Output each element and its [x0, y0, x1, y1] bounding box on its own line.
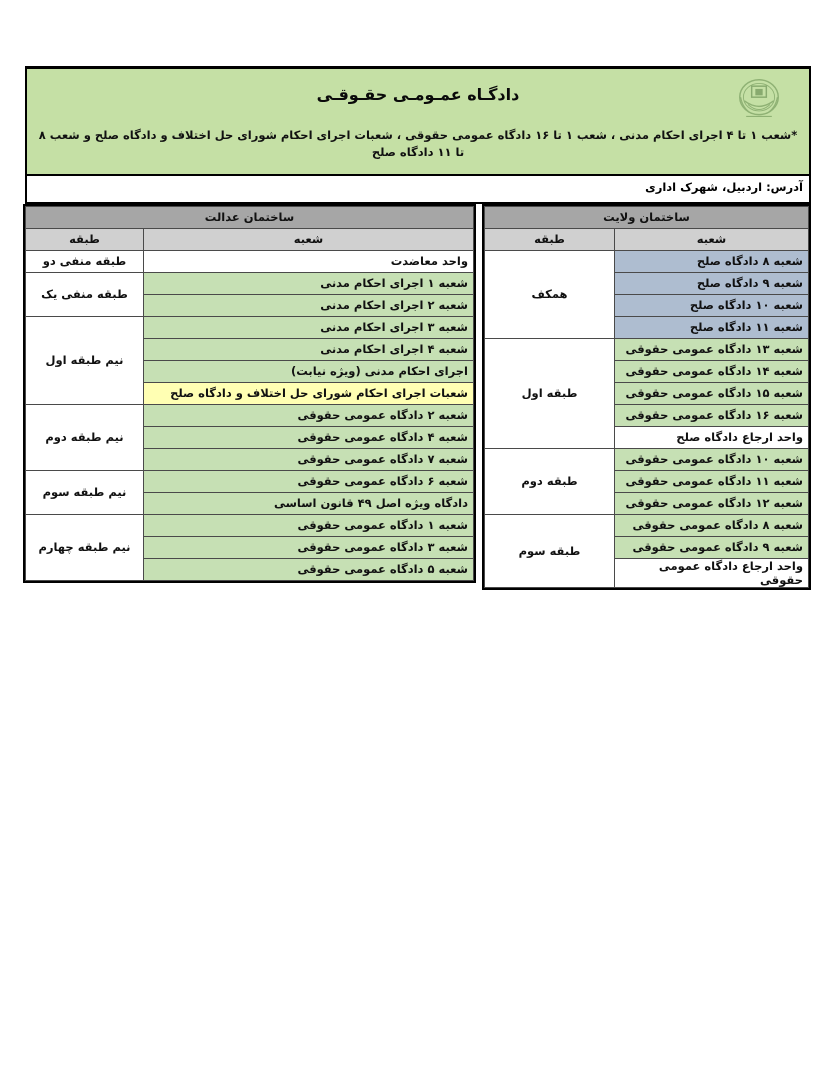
column-header-floor-velayat: طبقه: [484, 228, 614, 250]
building-name-velayat: ساختمان ولایت: [484, 206, 808, 228]
floor-cell: طبقه منفی یک: [25, 272, 143, 316]
floor-cell: طبقه سوم: [484, 514, 614, 587]
branch-cell: شعبه ۱۴ دادگاه عمومی حقوقی: [615, 360, 809, 382]
branch-cell: شعبه ۱۵ دادگاه عمومی حقوقی: [615, 382, 809, 404]
branch-cell: واحد معاضدت: [143, 250, 473, 272]
branch-cell: شعبه ۱۱ دادگاه صلح: [615, 316, 809, 338]
table-row: [484, 448, 808, 470]
floor-cell: نیم طبقه اول: [25, 316, 143, 404]
branch-cell: شعبه ۴ دادگاه عمومی حقوقی: [143, 426, 473, 448]
column-header-branch-velayat: شعبه: [615, 228, 809, 250]
branch-cell: شعبه ۷ دادگاه عمومی حقوقی: [143, 448, 473, 470]
branch-cell: شعبه ۱ دادگاه عمومی حقوقی: [143, 514, 473, 536]
branch-cell: شعبه ۱۱ دادگاه عمومی حقوقی: [615, 470, 809, 492]
building-table-adalat: [23, 204, 476, 583]
floor-cell: طبقه اول: [484, 338, 614, 448]
table-row: [25, 272, 473, 294]
branch-cell: شعبه ۲ اجرای احکام مدنی: [143, 294, 473, 316]
branch-cell: شعبه ۵ دادگاه عمومی حقوقی: [143, 558, 473, 580]
address-strip: [25, 176, 811, 204]
branch-cell: اجرای احکام مدنی (ویژه نیابت): [143, 360, 473, 382]
page-subtitle: *شعب ۱ تا ۴ اجرای احکام مدنی ، شعب ۱ تا ۱۶ دادگاه عمومی حقوقی ، شعبات اجرای احکام شورای حل اختلاف و دادگاه صلح و شعب ۸ تا ۱۱ دادگاه صلح: [38, 128, 798, 160]
court-directory-sheet: [25, 66, 811, 590]
branch-cell: واحد ارجاع دادگاه عمومی حقوقی: [615, 558, 809, 587]
table-row: [25, 470, 473, 492]
floor-cell: همکف: [484, 250, 614, 338]
velayat-rows: [484, 250, 808, 587]
branch-cell: شعبه ۱ اجرای احکام مدنی: [143, 272, 473, 294]
judiciary-emblem-icon: [731, 77, 787, 121]
branch-cell: شعبه ۸ دادگاه صلح: [615, 250, 809, 272]
table-row: [25, 316, 473, 338]
table-row: [484, 250, 808, 272]
buildings-tables: [25, 204, 811, 590]
column-header-branch-adalat: شعبه: [143, 228, 473, 250]
branch-cell: شعبه ۳ اجرای احکام مدنی: [143, 316, 473, 338]
branch-cell: واحد ارجاع دادگاه صلح: [615, 426, 809, 448]
floor-cell: نیم طبقه چهارم: [25, 514, 143, 580]
banner-title-row: [27, 69, 809, 121]
table-row: [484, 514, 808, 536]
building-table-velayat: [482, 204, 811, 590]
branch-cell: شعبه ۹ دادگاه عمومی حقوقی: [615, 536, 809, 558]
branch-cell: شعبه ۱۳ دادگاه عمومی حقوقی: [615, 338, 809, 360]
header-banner: [25, 66, 811, 176]
branch-cell: شعبه ۱۶ دادگاه عمومی حقوقی: [615, 404, 809, 426]
branch-cell: دادگاه ویژه اصل ۴۹ قانون اساسی: [143, 492, 473, 514]
column-header-floor-adalat: طبقه: [25, 228, 143, 250]
branch-cell: شعبه ۴ اجرای احکام مدنی: [143, 338, 473, 360]
table-row: [484, 338, 808, 360]
branch-cell: شعبه ۸ دادگاه عمومی حقوقی: [615, 514, 809, 536]
branch-cell: شعبات اجرای احکام شورای حل اختلاف و دادگاه صلح: [143, 382, 473, 404]
address-text: آدرس: اردبیل، شهرک اداری: [645, 179, 803, 194]
table-row: [25, 404, 473, 426]
building-name-adalat: ساختمان عدالت: [25, 206, 473, 228]
table-row: [25, 250, 473, 272]
branch-cell: شعبه ۱۲ دادگاه عمومی حقوقی: [615, 492, 809, 514]
branch-cell: شعبه ۳ دادگاه عمومی حقوقی: [143, 536, 473, 558]
adalat-rows: [25, 250, 473, 580]
page-title: دادگـاه عمـومـی حقـوقـی: [316, 85, 520, 104]
branch-cell: شعبه ۲ دادگاه عمومی حقوقی: [143, 404, 473, 426]
branch-cell: شعبه ۱۰ دادگاه صلح: [615, 294, 809, 316]
floor-cell: نیم طبقه دوم: [25, 404, 143, 470]
floor-cell: نیم طبقه سوم: [25, 470, 143, 514]
branch-cell: شعبه ۱۰ دادگاه عمومی حقوقی: [615, 448, 809, 470]
floor-cell: طبقه منفی دو: [25, 250, 143, 272]
branch-cell: شعبه ۶ دادگاه عمومی حقوقی: [143, 470, 473, 492]
floor-cell: طبقه دوم: [484, 448, 614, 514]
branch-cell: شعبه ۹ دادگاه صلح: [615, 272, 809, 294]
table-row: [25, 514, 473, 536]
